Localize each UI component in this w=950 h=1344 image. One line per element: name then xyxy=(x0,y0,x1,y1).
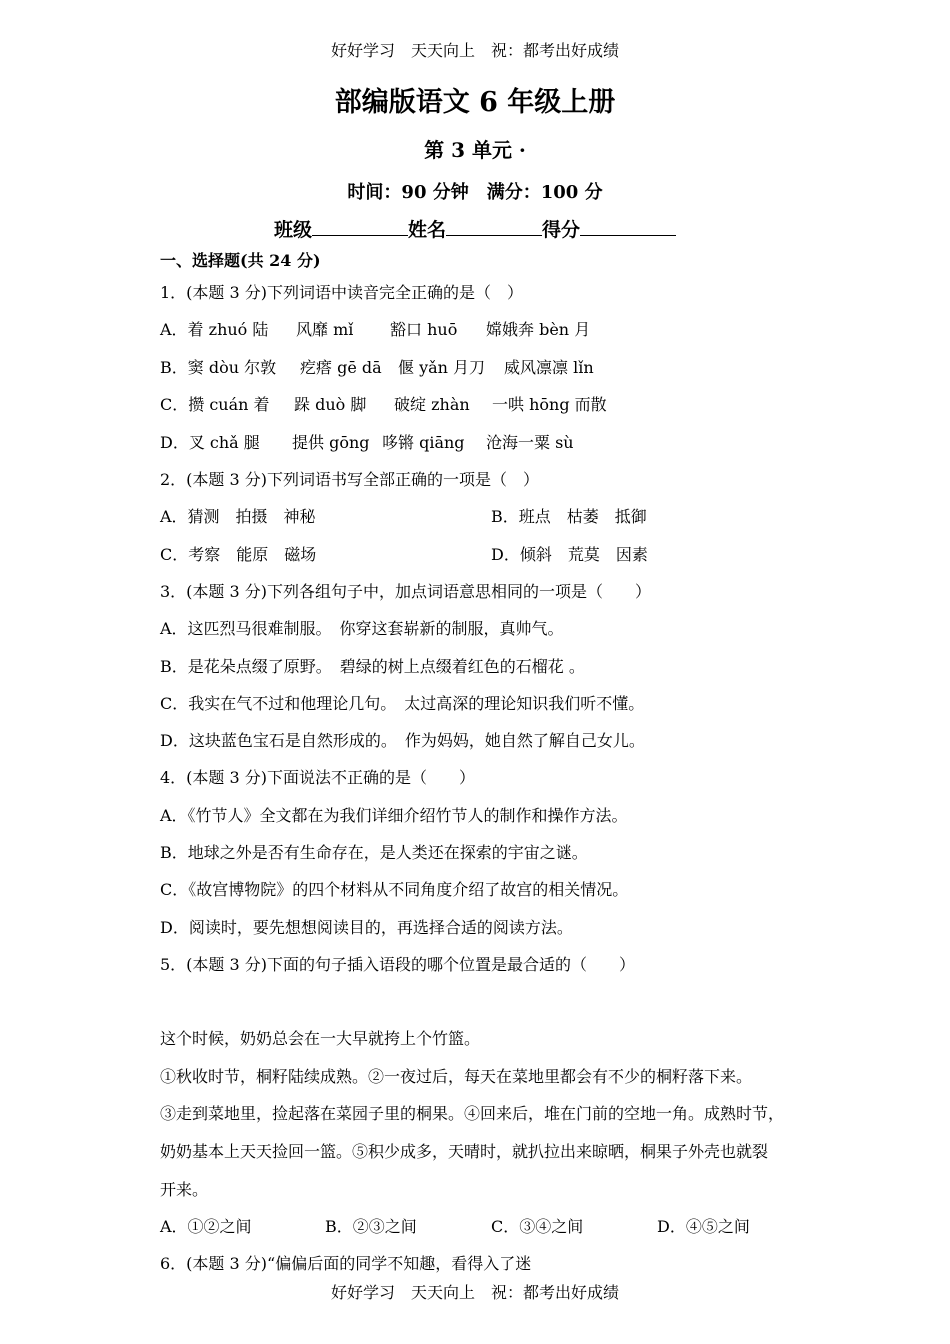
q1-b-item: 偃 yǎn 月刀 xyxy=(398,358,486,377)
section-heading: 一、选择题(共 24 分) xyxy=(160,251,321,270)
question-3-stem: 3．(本题 3 分)下列各组句子中，加点词语意思相同的一项是（ ） xyxy=(160,582,652,601)
page-footer: 好好学习 天天向上 祝：都考出好成绩 xyxy=(330,1283,619,1302)
q1-a-item: A．着 zhuó 陆 xyxy=(160,320,269,339)
q1-a-item: 风靡 mǐ xyxy=(296,320,354,339)
q1-d-item: 提供 gōng xyxy=(292,433,370,452)
question-4-option-b: B．地球之外是否有生命存在，是人类还在探索的宇宙之谜。 xyxy=(160,843,588,862)
question-2-option-d: D．倾斜 荒莫 因素 xyxy=(491,545,648,564)
class-label: 班级 xyxy=(273,219,312,241)
time-score-info: 时间：90 分钟 满分：100 分 xyxy=(347,182,603,203)
q1-d-item: D．叉 chǎ 腿 xyxy=(160,433,260,452)
question-5-option-b: B．②③之间 xyxy=(325,1217,417,1236)
question-2-option-c: C．考察 能原 磁场 xyxy=(160,545,317,564)
score-blank[interactable] xyxy=(580,217,676,236)
question-1-stem: 1．(本题 3 分)下列词语中读音完全正确的是（ ） xyxy=(160,283,524,302)
unit-subtitle: 第 3 单元 · xyxy=(424,138,526,162)
question-4-option-d: D．阅读时，要先想想阅读目的，再选择合适的阅读方法。 xyxy=(160,918,573,937)
question-5-paragraph-line: ①秋收时节，桐籽陆续成熟。②一夜过后，每天在菜地里都会有不少的桐籽落下来。 xyxy=(160,1067,753,1086)
q1-c-item: 一哄 hōng 而散 xyxy=(492,395,607,414)
question-3-option-b: B．是花朵点缀了原野。 碧绿的树上点缀着红色的石榴花 。 xyxy=(160,657,585,676)
question-5-stem: 5．(本题 3 分)下面的句子插入语段的哪个位置是最合适的（ ） xyxy=(160,955,636,974)
question-5-sentence: 这个时候，奶奶总会在一大早就挎上个竹篮。 xyxy=(160,1029,481,1048)
student-info-line xyxy=(0,215,950,242)
name-blank[interactable] xyxy=(446,217,542,236)
q1-d-item: 沧海一粟 sù xyxy=(486,433,574,452)
question-3-option-d: D．这块蓝色宝石是自然形成的。 作为妈妈，她自然了解自己女儿。 xyxy=(160,731,645,750)
q1-b-item: 疙瘩 gē dā xyxy=(300,358,382,377)
question-5-option-d: D．④⑤之间 xyxy=(657,1217,750,1236)
score-label: 得分 xyxy=(542,219,581,241)
question-3-option-c: C．我实在气不过和他理论几句。 太过高深的理论知识我们听不懂。 xyxy=(160,694,645,713)
q1-b-item: B．窦 dòu 尔敦 xyxy=(160,358,277,377)
q1-a-item: 嫦娥奔 bèn 月 xyxy=(486,320,591,339)
question-3-option-a: A．这匹烈马很难制服。 你穿这套崭新的制服，真帅气。 xyxy=(160,619,564,638)
question-5-paragraph-line: ③走到菜地里，捡起落在菜园子里的桐果。④回来后，堆在门前的空地一角。成熟时节， xyxy=(160,1104,785,1123)
page-header: 好好学习 天天向上 祝：都考出好成绩 xyxy=(330,41,619,60)
class-blank[interactable] xyxy=(312,217,408,236)
q1-d-item: 哆锵 qiāng xyxy=(382,433,465,452)
name-label: 姓名 xyxy=(407,219,446,241)
question-5-option-c: C．③④之间 xyxy=(491,1217,584,1236)
question-1-option-a xyxy=(160,317,590,340)
question-1-option-d xyxy=(160,430,574,453)
question-5-paragraph-line: 奶奶基本上天天捡回一篮。⑤积少成多，天晴时，就扒拉出来晾晒，桐果子外壳也就裂 xyxy=(160,1142,769,1161)
page-title: 部编版语文 6 年级上册 xyxy=(334,87,616,118)
question-1-option-c xyxy=(160,392,607,415)
question-4-option-c: C．《故宫博物院》的四个材料从不同角度介绍了故宫的相关情况。 xyxy=(160,880,629,899)
q1-c-item: C．攒 cuán 着 xyxy=(160,395,270,414)
question-4-stem: 4．(本题 3 分)下面说法不正确的是（ ） xyxy=(160,768,476,787)
q1-b-item: 威风凛凛 lǐn xyxy=(504,358,594,377)
question-1-option-b xyxy=(160,355,594,378)
question-5-option-a: A．①②之间 xyxy=(160,1217,252,1236)
question-5-paragraph-line: 开来。 xyxy=(160,1180,209,1199)
question-2-option-b: B．班点 枯萎 抵御 xyxy=(491,507,647,526)
question-4-option-a: A．《竹节人》全文都在为我们详细介绍竹节人的制作和操作方法。 xyxy=(160,806,628,825)
q1-c-item: 跺 duò 脚 xyxy=(294,395,367,414)
question-2-stem: 2．(本题 3 分)下列词语书写全部正确的一项是（ ） xyxy=(160,470,540,489)
question-2-option-a: A．猜测 拍摄 神秘 xyxy=(160,507,316,526)
q1-c-item: 破绽 zhàn xyxy=(394,395,470,414)
question-6-stem: 6．(本题 3 分)“偏偏后面的同学不知趣，看得入了迷 xyxy=(160,1254,532,1273)
q1-a-item: 豁口 huō xyxy=(390,320,458,339)
